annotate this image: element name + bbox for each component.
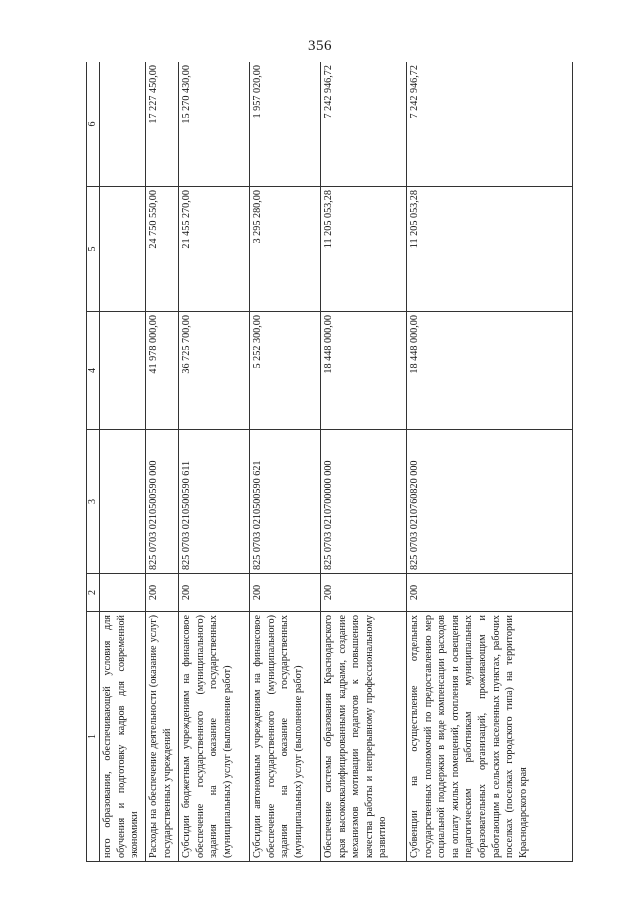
row-value-col6: 17 227 450,00 xyxy=(146,62,179,187)
row-code-cell: 200 xyxy=(179,574,250,612)
header-cell: 2 xyxy=(87,574,100,612)
row-value-col4: 18 448 000,00 xyxy=(321,312,407,430)
row-code-cell: 200 xyxy=(146,574,179,612)
row-code-cell xyxy=(100,574,146,612)
row-kbk-cell xyxy=(100,430,146,574)
row-name-cell: Расходы на обеспечение деятельности (оказание услуг) государственных учреждений xyxy=(146,612,179,862)
header-cell: 6 xyxy=(87,62,100,187)
rotated-table-frame xyxy=(86,62,598,862)
row-kbk-cell: 825 0703 0210500590 611 xyxy=(179,430,250,574)
table-row xyxy=(321,62,407,862)
row-value-col6: 7 242 946,72 xyxy=(407,62,573,187)
header-cell: 4 xyxy=(87,312,100,430)
row-name-cell: Обеспечение системы образования Краснодарского края высококвалифицированными кадрами, создание механизмов мотивации педагогов к повышению качества работы и непрерывному профессиональному развитию xyxy=(321,612,407,862)
row-value-col5: 11 205 053,28 xyxy=(407,187,573,312)
row-value-col6: 15 270 430,00 xyxy=(179,62,250,187)
header-cell: 3 xyxy=(87,430,100,574)
row-kbk-cell: 825 0703 0210700000 000 xyxy=(321,430,407,574)
row-value-col4: 41 978 000,00 xyxy=(146,312,179,430)
budget-table xyxy=(86,62,573,862)
row-name-cell: Субвенции на осуществление отдельных государственных полномочий по предоставлению мер социальной поддержки в виде компенсации расходов на оплату жилых помещений, отопления и освещения педагогическим работникам муниципальных образовательных организаций, проживающим и работающим в сельских населенных пунктах, рабочих поселках (поселках городского типа) на территории Краснодарского края xyxy=(407,612,573,862)
row-value-col5: 11 205 053,28 xyxy=(321,187,407,312)
header-cell: 5 xyxy=(87,187,100,312)
row-value-col4: 18 448 000,00 xyxy=(407,312,573,430)
table-row xyxy=(250,62,321,862)
row-code-cell: 200 xyxy=(407,574,573,612)
row-value-col5 xyxy=(100,187,146,312)
row-value-col5: 24 750 550,00 xyxy=(146,187,179,312)
header-row xyxy=(87,62,100,862)
row-value-col6 xyxy=(100,62,146,187)
page-number: 356 xyxy=(308,38,332,54)
table-row xyxy=(179,62,250,862)
row-value-col6: 1 957 020,00 xyxy=(250,62,321,187)
row-value-col4: 5 252 300,00 xyxy=(250,312,321,430)
row-kbk-cell: 825 0703 0210760820 000 xyxy=(407,430,573,574)
table-row xyxy=(407,62,573,862)
table-row xyxy=(146,62,179,862)
row-name-cell: ного образования, обеспечивающей условия для обучения и подготовку кадров для современной экономики xyxy=(100,612,146,862)
row-kbk-cell: 825 0703 0210500590 000 xyxy=(146,430,179,574)
row-value-col4 xyxy=(100,312,146,430)
header-cell: 1 xyxy=(87,612,100,862)
row-code-cell: 200 xyxy=(250,574,321,612)
row-code-cell: 200 xyxy=(321,574,407,612)
row-value-col5: 21 455 270,00 xyxy=(179,187,250,312)
row-kbk-cell: 825 0703 0210500590 621 xyxy=(250,430,321,574)
rotated-table-content xyxy=(86,62,598,862)
row-value-col6: 7 242 946,72 xyxy=(321,62,407,187)
row-name-cell: Субсидии бюджетным учреждениям на финансовое обеспечение государственного (муниципального) задания на оказание государственных (муниципальных) услуг (выполнение работ) xyxy=(179,612,250,862)
row-value-col4: 36 725 700,00 xyxy=(179,312,250,430)
row-name-cell: Субсидии автономным учреждениям на финансовое обеспечение государственного (муниципального) задания на оказание государственных (муниципальных) услуг (выполнение работ) xyxy=(250,612,321,862)
table-row xyxy=(100,62,146,862)
row-value-col5: 3 295 280,00 xyxy=(250,187,321,312)
